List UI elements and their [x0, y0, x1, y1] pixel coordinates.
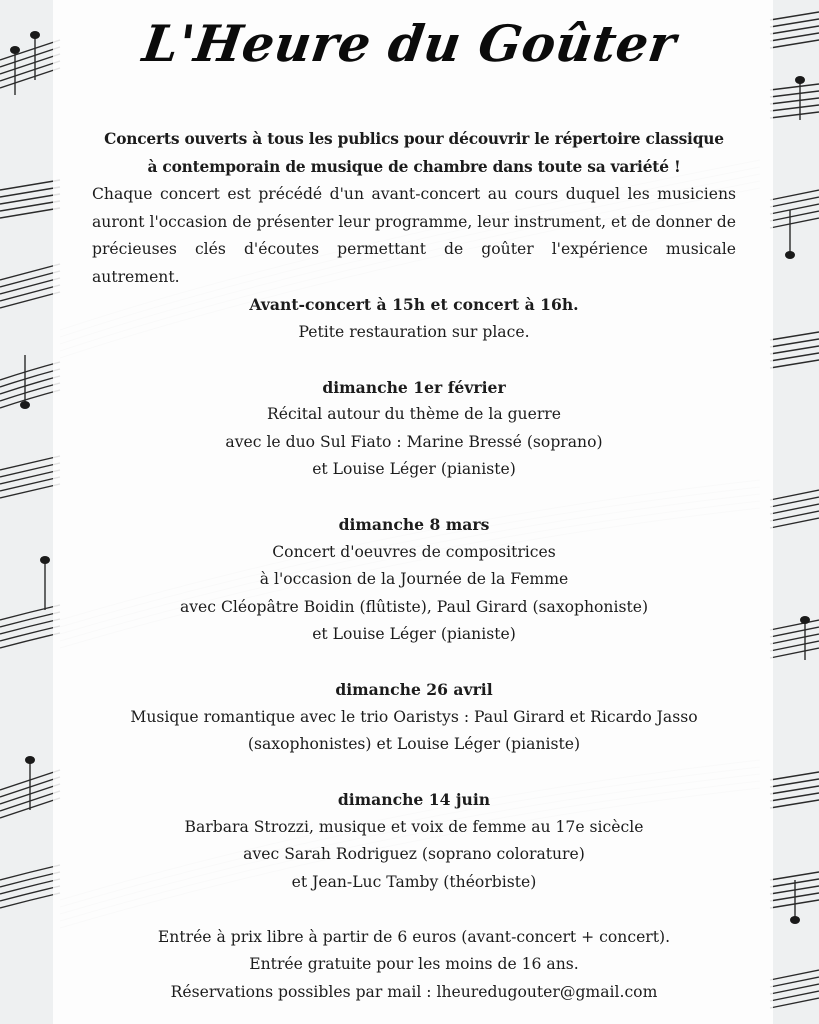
event-1 — [92, 374, 736, 484]
staff-left-2 — [0, 180, 60, 218]
event-date: dimanche 26 avril — [335, 680, 493, 699]
event-line: Musique romantique avec le trio Oaristys : Paul Girard et Ricardo Jasso — [130, 707, 698, 726]
price-info: Entrée à prix libre à partir de 6 euros (avant-concert + concert). — [157, 927, 671, 946]
spacer — [92, 346, 736, 374]
event-3 — [92, 676, 736, 759]
event-line: avec Cléopâtre Boidin (flûtiste), Paul Girard (saxophoniste) — [179, 597, 649, 616]
event-line: Récital autour du thème de la guerre — [267, 405, 561, 423]
free-entry-info: Entrée gratuite pour les moins de 16 ans. — [249, 955, 579, 973]
staff-right-7 — [770, 772, 819, 808]
event-4 — [92, 786, 736, 896]
staff-right-2 — [770, 84, 819, 118]
staff-right-5 — [770, 490, 819, 528]
staff-right-6 — [770, 620, 819, 658]
spacer — [92, 759, 736, 787]
flyer-content — [92, 126, 736, 1006]
event-line: et Louise Léger (pianiste) — [312, 625, 516, 643]
event-date: dimanche 8 mars — [338, 515, 490, 534]
staff-left-6 — [0, 605, 60, 648]
intro-lead-line-2: à contemporain de musique de chambre dans toute sa variété ! — [147, 157, 681, 176]
event-date: dimanche 1er février — [322, 377, 506, 397]
event-line: avec le duo Sul Fiato : Marine Bressé (soprano) — [225, 432, 603, 451]
staff-left-5 — [0, 456, 60, 498]
catering-text: Petite restauration sur place. — [298, 322, 530, 341]
page-title: L'Heure du Goûter — [139, 14, 680, 73]
event-date: dimanche 14 juin — [337, 790, 491, 809]
event-line: Barbara Strozzi, musique et voix de femme au 17e sicècle — [184, 817, 644, 836]
staff-left-4 — [0, 362, 60, 408]
reservation-label: Réservations possibles par mail : — [170, 982, 437, 1001]
intro-lead-line-1: Concerts ouverts à tous les publics pour découvrir le répertoire classique — [104, 130, 724, 148]
staff-right-3 — [770, 190, 819, 228]
event-line: à l'occasion de la Journée de la Femme — [259, 570, 569, 588]
staff-left-3 — [0, 264, 60, 308]
reservation-info — [92, 979, 736, 1007]
spacer — [92, 484, 736, 512]
event-line: et Louise Léger (pianiste) — [312, 460, 516, 478]
schedule-text: Avant-concert à 15h et concert à 16h. — [249, 295, 579, 314]
staff-right-4 — [770, 332, 819, 368]
intro-description: Chaque concert est précédé d'un avant-concert au cours duquel les musiciens auront l'occasion de présenter leur programme, leur instrument, et de donner de précieuses clés d'écoutes permettant de goûter l'expérience musicale autrement. — [92, 185, 736, 286]
reservation-email-link[interactable]: lheuredugouter@gmail.com — [436, 982, 658, 1001]
event-line: et Jean-Luc Tamby (théorbiste) — [291, 872, 537, 891]
staff-left-8 — [0, 865, 60, 908]
event-line: avec Sarah Rodriguez (soprano colorature) — [243, 845, 585, 863]
event-line: (saxophonistes) et Louise Léger (pianiste) — [247, 735, 581, 753]
event-2 — [92, 511, 736, 649]
event-line: Concert d'oeuvres de compositrices — [272, 542, 556, 561]
staff-right-9 — [770, 970, 819, 1008]
spacer — [92, 896, 736, 924]
spacer — [92, 649, 736, 677]
